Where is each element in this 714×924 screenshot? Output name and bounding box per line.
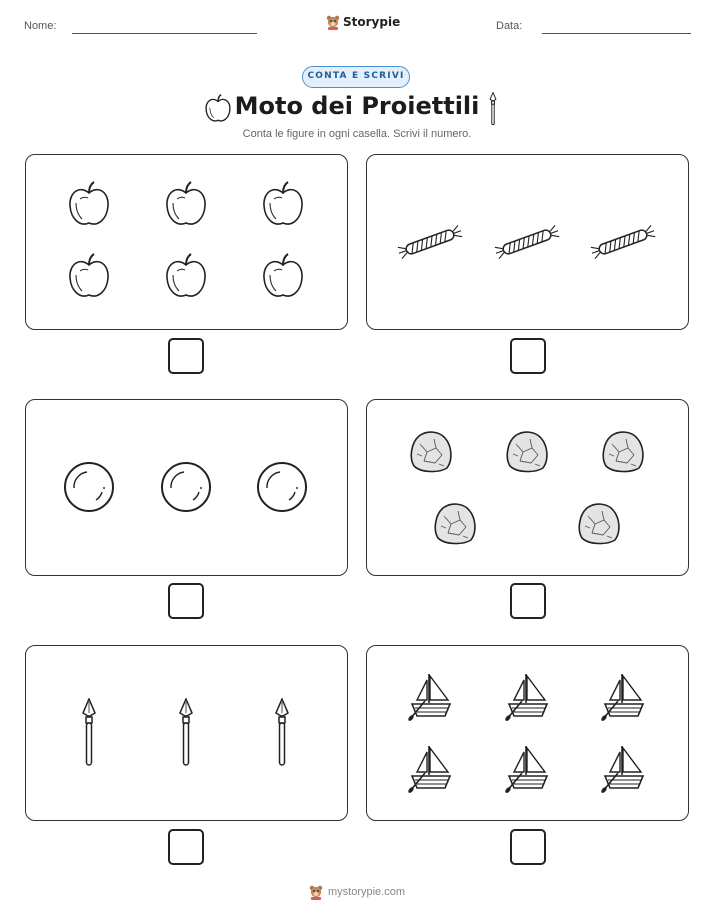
spear-icon [178,698,194,768]
page-title: Moto dei Proiettili [234,92,480,120]
date-field[interactable] [542,33,691,34]
name-field[interactable] [72,33,257,34]
footer-url: mystorypie.com [327,886,406,898]
answer-box-spears[interactable] [168,829,204,865]
answer-box-apples[interactable] [168,338,204,374]
answer-box-boats[interactable] [510,829,546,865]
boat-icon [598,671,648,721]
footer [0,884,714,900]
spear-icon [486,92,500,126]
date-label: Data: [496,20,523,32]
bubble-icon [63,461,115,513]
answer-box-ropes[interactable] [510,338,546,374]
rock-icon [432,500,478,546]
apple-icon [261,181,305,229]
rock-icon [408,428,454,474]
title-row [0,90,714,128]
spear-icon [81,698,97,768]
rope-icon [494,220,560,264]
spear-icon [274,698,290,768]
bear-logo-icon [326,14,340,30]
apple-icon [204,94,232,124]
apple-icon [67,181,111,229]
apple-icon [261,253,305,301]
count-card-rocks [366,399,689,576]
bear-logo-icon [309,884,323,900]
rock-icon [576,500,622,546]
boat-icon [502,671,552,721]
rock-icon [504,428,550,474]
bubble-icon [256,461,308,513]
apple-icon [67,253,111,301]
apple-icon [164,181,208,229]
answer-box-rocks[interactable] [510,583,546,619]
name-label: Nome: [24,20,57,32]
brand-name: Storypie [343,15,401,29]
boat-icon [598,743,648,793]
boat-icon [502,743,552,793]
apple-icon [164,253,208,301]
bubble-icon [160,461,212,513]
rock-icon [600,428,646,474]
boat-icon [405,743,455,793]
activity-badge: CONTA E SCRIVI [302,66,410,88]
answer-box-bubbles[interactable] [168,583,204,619]
brand-logo [326,14,400,30]
rope-icon [397,220,463,264]
boat-icon [405,671,455,721]
rope-icon [590,220,656,264]
instructions: Conta le figure in ogni casella. Scrivi il numero. [242,128,472,140]
